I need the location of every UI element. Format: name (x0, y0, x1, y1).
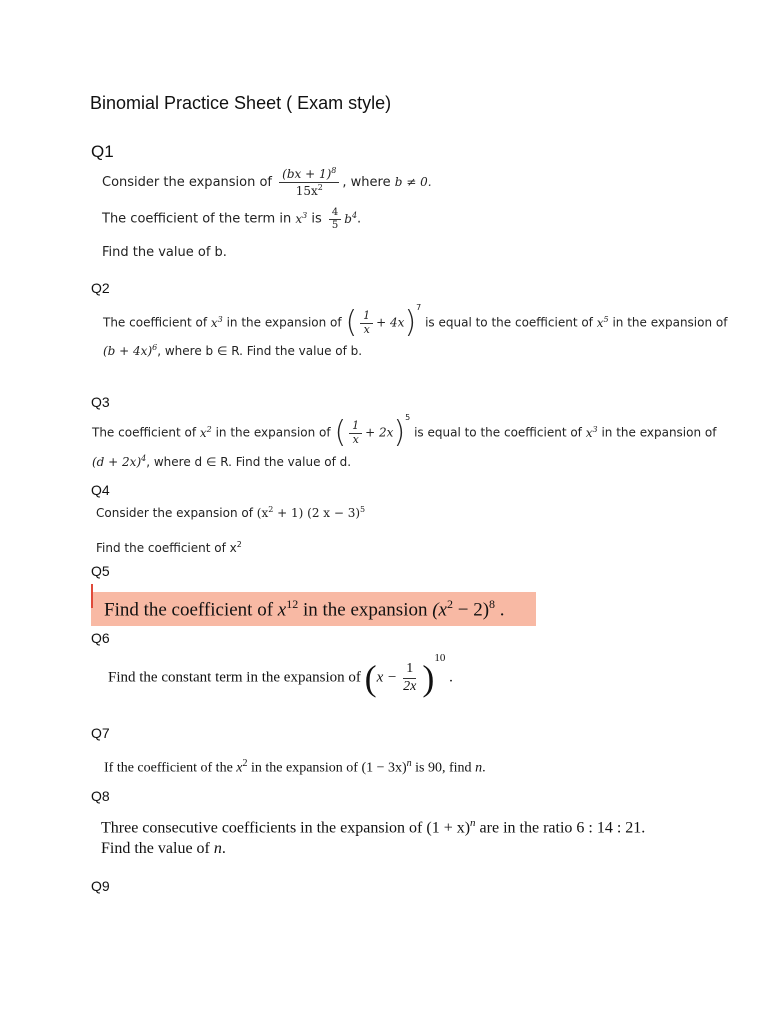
question-label-q5: Q5 (91, 563, 110, 579)
q1-condition: b ≠ 0. (394, 174, 432, 189)
q2-line1: The coefficient of $x^3$ in the expansion of ( $\frac{1}{x}$ + 4x)$^7$ is equal to the coefficient of $x^5$ in the expansion of (103, 302, 728, 340)
q2-close-paren: ) (404, 305, 417, 340)
question-label-q9: Q9 (91, 878, 110, 894)
q1-where-text: , where (342, 174, 391, 190)
q1-fraction-numerator: (bx + 1)$^8$ (279, 166, 339, 183)
q1-line3: Find the value of b. (102, 245, 227, 260)
question-label-q8: Q8 (91, 788, 110, 804)
question-label-q2: Q2 (91, 280, 110, 296)
q6-question-text: Find the constant term in the expansion of (x − $\frac{1}{2x}$ )$^{10}$ . (108, 652, 453, 698)
q1-line2-text: The coefficient of the term in (102, 211, 292, 227)
q1-is-text: is (311, 211, 322, 227)
q5-question-text: Find the coefficient of $x^{12}$ in the expansion $(x^2 - 2)^8$ . (104, 597, 505, 621)
q8-line1: Three consecutive coefficients in the expansion of $(1 + x)^n$ are in the ratio 6 : 14 : 21. (101, 817, 646, 837)
question-label-q6: Q6 (91, 630, 110, 646)
question-label-q3: Q3 (91, 394, 110, 410)
q2-line2: $(b + 4x)^6$, where b ∈ R. Find the value of b. (103, 343, 363, 358)
q5-margin-marker (91, 584, 93, 608)
q4-line1: Consider the expansion of $(x^2 + 1)$ (2 x − 3)$^5$ (96, 505, 366, 520)
q1-line1 (102, 166, 432, 199)
q4-line2: Find the coefficient of $x^2$ (96, 540, 242, 555)
q3-line2: $(d + 2x)^4$, where d ∈ R. Find the value of d. (92, 454, 352, 469)
q1-coefficient-fraction: $\frac{4}{5}$ (329, 207, 341, 231)
page-title: Binomial Practice Sheet ( Exam style) (90, 93, 392, 113)
question-label-q4: Q4 (91, 482, 110, 498)
q7-question-text: If the coefficient of the $x^2$ in the expansion of $(1 - 3x)^n$ is 90, find n. (104, 758, 486, 776)
question-label-q7: Q7 (91, 725, 110, 741)
q1-x-cubed: $x^3$ (295, 210, 308, 226)
q1-b-power: $b^4$ (344, 210, 358, 226)
q1-line2: The coefficient of the term in $x^3$ is $\frac{4}{5}$ $b^4$. (102, 207, 362, 231)
q1-fraction (279, 166, 339, 199)
q8-line2: Find the value of n. (101, 840, 226, 857)
q3-line1: The coefficient of $x^2$ in the expansion of ( $\frac{1}{x}$ + 2x)$^5$ is equal to the coefficient of $x^3$ in the expansion of (92, 412, 717, 450)
q3-close-paren: ) (393, 415, 406, 450)
q1-fraction-denominator: $15x^2$ (295, 182, 323, 198)
q6-close-paren: ) (422, 658, 435, 698)
q6-open-paren: ( (364, 658, 377, 698)
q2-open-paren: ( (345, 305, 358, 340)
question-label-q1: Q1 (91, 142, 114, 161)
q1-intro-text: Consider the expansion of (102, 174, 273, 190)
q3-open-paren: ( (334, 415, 347, 450)
